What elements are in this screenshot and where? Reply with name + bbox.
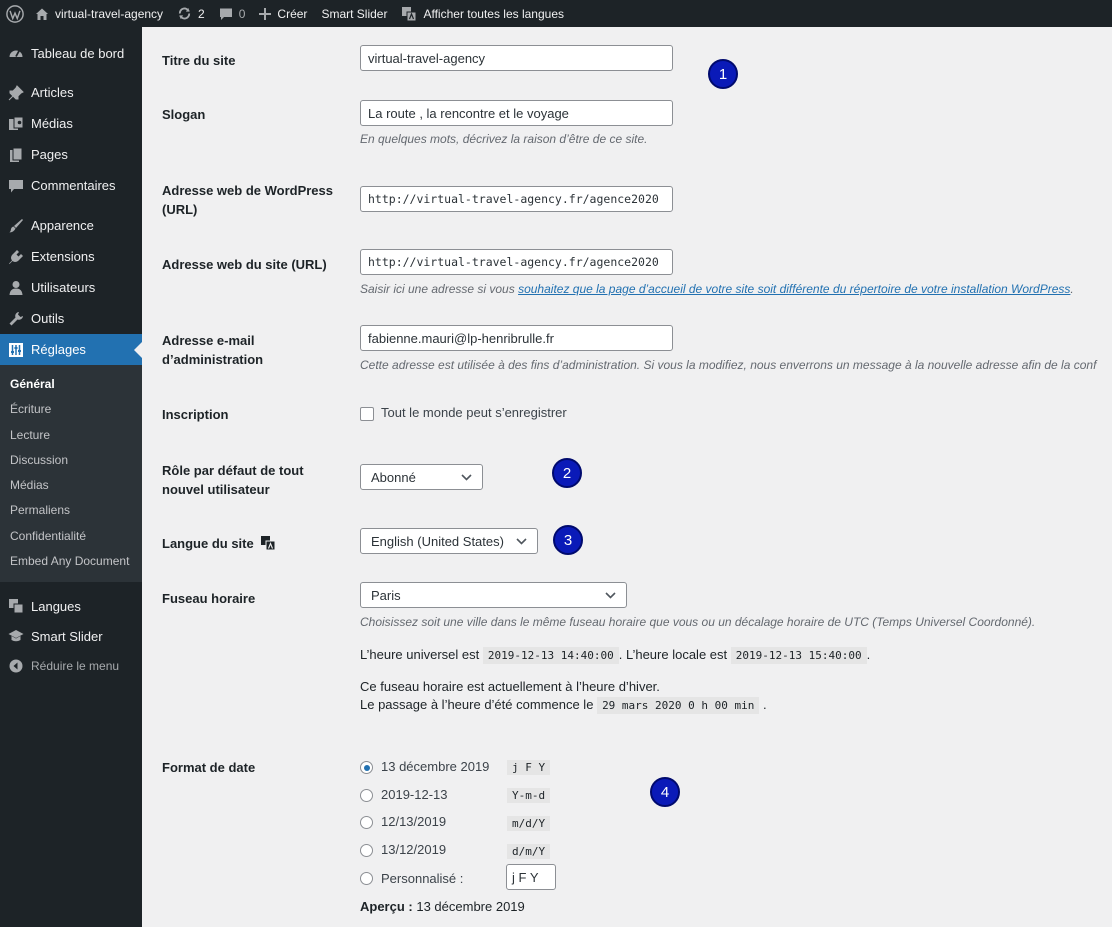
local-time-value: 2019-12-13 15:40:00 — [731, 647, 867, 664]
utc-time-label: L’heure universel est — [360, 647, 480, 662]
menu-users[interactable] — [0, 272, 142, 303]
plus-icon — [259, 8, 271, 20]
chevron-down-icon — [516, 538, 527, 545]
default-role-value: Abonné — [371, 469, 416, 485]
comment-bubble-icon — [8, 178, 24, 194]
menu-appearance-label: Apparence — [31, 218, 94, 233]
date-format-option-1[interactable]: 13 décembre 2019 — [381, 759, 490, 774]
plugin-icon — [8, 249, 24, 265]
settings-form — [142, 27, 1112, 927]
date-format-code-3: m/d/Y — [507, 816, 550, 831]
submenu-discussion[interactable]: Discussion — [10, 452, 69, 467]
site-language-label-text: Langue du site — [162, 536, 254, 551]
date-format-radio-1[interactable] — [360, 761, 373, 774]
dst-status-text: Ce fuseau horaire est actuellement à l’heure d’hiver. — [360, 679, 660, 694]
annotation-badge-2: 2 — [552, 458, 582, 488]
media-library-icon — [8, 116, 24, 132]
pushpin-icon — [8, 85, 24, 101]
user-icon — [8, 280, 24, 296]
timezone-select[interactable] — [360, 582, 627, 608]
menu-articles-label: Articles — [31, 85, 74, 100]
admin-email-label: Adresse e-mail d’administration — [162, 333, 264, 367]
date-format-label: Format de date — [162, 760, 256, 775]
local-time-end: . — [866, 647, 871, 662]
admin-email-description: Cette adresse est utilisée à des fins d’administration. Si vous la modifiez, nous enverrons un message à la nouvelle adresse afin de la conf — [360, 358, 1097, 372]
translation-icon — [401, 6, 417, 22]
wordpress-url-input[interactable]: http://virtual-travel-agency.fr/agence2020 — [360, 186, 673, 212]
annotation-badge-4: 4 — [650, 777, 680, 807]
date-preview — [360, 899, 525, 914]
wordpress-logo-icon[interactable] — [0, 0, 28, 27]
timezone-label: Fuseau horaire — [162, 591, 256, 606]
date-format-radio-3[interactable] — [360, 816, 373, 829]
graduation-cap-icon — [8, 628, 24, 644]
date-format-option-3[interactable]: 12/13/2019 — [381, 814, 447, 829]
chevron-down-icon — [461, 474, 472, 481]
menu-medias[interactable] — [0, 108, 142, 139]
site-url-input[interactable]: http://virtual-travel-agency.fr/agence2020 — [360, 249, 673, 275]
menu-users-label: Utilisateurs — [31, 280, 96, 295]
collapse-arrow-icon — [8, 658, 24, 674]
membership-checkbox-label[interactable]: Tout le monde peut s’enregistrer — [381, 405, 567, 420]
menu-pages-label: Pages — [31, 147, 68, 162]
collapse-menu-label: Réduire le menu — [31, 659, 120, 674]
menu-extensions-label: Extensions — [31, 249, 95, 264]
date-format-code-1: j F Y — [507, 760, 550, 775]
membership-checkbox[interactable] — [360, 407, 374, 421]
admin-email-input[interactable]: fabienne.mauri@lp-henribrulle.fr — [360, 325, 673, 351]
new-content-label: Créer — [277, 6, 308, 21]
date-format-code-4: d/m/Y — [507, 844, 550, 859]
menu-smart-slider-label: Smart Slider — [31, 628, 103, 644]
menu-appearance[interactable] — [0, 210, 142, 241]
smart-slider-link[interactable] — [314, 0, 394, 27]
menu-languages[interactable] — [0, 591, 142, 621]
date-format-custom-label[interactable]: Personnalisé : — [381, 871, 464, 886]
admin-sidebar — [0, 27, 142, 927]
dst-start-end: . — [763, 697, 767, 712]
menu-comments-label: Commentaires — [31, 178, 116, 193]
dst-start-label: Le passage à l’heure d’été commence le — [360, 697, 594, 712]
site-language-value: English (United States) — [371, 533, 504, 549]
collapse-menu-button[interactable] — [0, 651, 142, 681]
date-preview-value: 13 décembre 2019 — [416, 899, 525, 914]
menu-comments[interactable] — [0, 170, 142, 201]
site-url-desc-text: Saisir ici une adresse si vous — [360, 282, 519, 296]
paintbrush-icon — [8, 218, 24, 234]
site-title-input[interactable]: virtual-travel-agency — [360, 45, 673, 71]
membership-label: Inscription — [162, 407, 229, 422]
menu-tools-label: Outils — [31, 311, 65, 326]
site-url-description — [360, 282, 1074, 296]
menu-tools[interactable] — [0, 303, 142, 334]
utc-time-value: 2019-12-13 14:40:00 — [483, 647, 619, 664]
submenu-privacy[interactable]: Confidentialité — [10, 528, 87, 543]
dst-start-value: 29 mars 2020 0 h 00 min — [597, 697, 759, 714]
menu-dashboard[interactable] — [0, 38, 142, 68]
translation-icon — [260, 535, 276, 556]
submenu-general[interactable]: Général — [10, 377, 55, 391]
menu-articles[interactable] — [0, 77, 142, 108]
tagline-description: En quelques mots, décrivez la raison d’être de ce site. — [360, 132, 648, 146]
annotation-badge-3: 3 — [553, 525, 583, 555]
site-url-label: Adresse web du site (URL) — [162, 257, 327, 272]
timezone-description: Choisissez soit une ville dans le même fuseau horaire que vous ou un décalage horaire de UTC (Temps Universel Coordonné). — [360, 615, 1036, 629]
dst-start-readout — [360, 697, 767, 712]
time-readout — [360, 647, 870, 662]
menu-medias-label: Médias — [31, 116, 73, 131]
menu-smart-slider[interactable] — [0, 621, 142, 651]
refresh-icon — [177, 6, 192, 21]
custom-date-format-input[interactable]: j F Y — [506, 864, 556, 890]
submenu-writing[interactable]: Écriture — [10, 402, 52, 417]
settings-sliders-icon — [8, 342, 24, 358]
date-format-radio-4[interactable] — [360, 844, 373, 857]
annotation-badge-1: 1 — [708, 59, 738, 89]
translation-icon — [8, 598, 24, 614]
site-name-link[interactable] — [28, 0, 170, 27]
date-format-radio-2[interactable] — [360, 789, 373, 802]
date-format-option-2[interactable]: 2019-12-13 — [381, 787, 448, 802]
site-name-label: virtual-travel-agency — [55, 6, 164, 21]
comments-link[interactable] — [212, 0, 253, 27]
menu-pages[interactable] — [0, 139, 142, 170]
site-title-label: Titre du site — [162, 53, 236, 68]
tagline-label: Slogan — [162, 107, 206, 122]
timezone-value: Paris — [371, 587, 401, 603]
pages-icon — [8, 147, 24, 163]
menu-extensions[interactable] — [0, 241, 142, 272]
comments-count: 0 — [238, 6, 246, 21]
wordpress-url-label: Adresse web de WordPress (URL) — [162, 183, 333, 217]
site-language-select[interactable] — [360, 528, 538, 554]
date-preview-label: Aperçu : — [360, 899, 413, 914]
dashboard-gauge-icon — [8, 45, 24, 61]
site-url-desc-end: . — [1070, 282, 1074, 296]
submenu-embed-any-document[interactable]: Embed Any Document — [10, 554, 130, 569]
site-url-help-link[interactable]: souhaitez que la page d’accueil de votre site soit différente du répertoire de votre installation WordPress — [518, 282, 1071, 296]
home-icon — [35, 7, 49, 21]
updates-link[interactable] — [170, 0, 212, 27]
menu-dashboard-label: Tableau de bord — [31, 45, 125, 61]
submenu-permalinks[interactable]: Permaliens — [10, 503, 71, 518]
default-role-label: Rôle par défaut de tout nouvel utilisateur — [162, 463, 304, 497]
local-time-label: . L’heure locale est — [618, 647, 728, 662]
settings-submenu — [0, 365, 142, 582]
submenu-media[interactable]: Médias — [10, 478, 49, 493]
default-role-select[interactable] — [360, 464, 483, 490]
languages-label: Afficher toutes les langues — [423, 6, 564, 21]
new-content-link[interactable] — [252, 0, 314, 27]
submenu-reading[interactable]: Lecture — [10, 427, 51, 442]
menu-languages-label: Langues — [31, 598, 81, 614]
menu-settings[interactable] — [0, 334, 142, 365]
updates-count: 2 — [198, 6, 205, 21]
smart-slider-label: Smart Slider — [321, 6, 388, 21]
comment-bubble-icon — [219, 7, 233, 21]
menu-settings-label: Réglages — [31, 342, 86, 357]
languages-link[interactable] — [394, 0, 571, 27]
date-format-option-4[interactable]: 13/12/2019 — [381, 842, 447, 857]
tagline-input[interactable]: La route , la rencontre et le voyage — [360, 100, 673, 126]
date-format-code-2: Y-m-d — [507, 788, 550, 803]
admin-bar — [0, 0, 1112, 27]
chevron-down-icon — [605, 592, 616, 599]
wrench-icon — [8, 311, 24, 327]
date-format-radio-custom[interactable] — [360, 872, 373, 885]
site-language-label — [162, 534, 342, 556]
